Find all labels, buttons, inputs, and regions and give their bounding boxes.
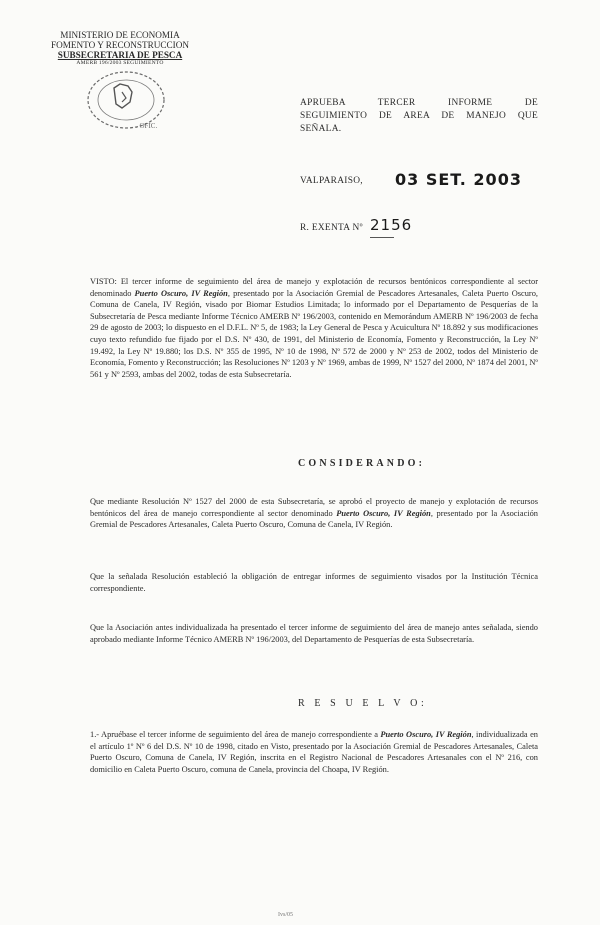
subject-line-2: SEGUIMIENTO DE AREA DE MANEJO QUE: [300, 111, 538, 121]
considerando-paragraph-3: [90, 622, 538, 645]
visto-text-2: , presentado por la Asociación Gremial de Pescadores Artesanales, Caleta Puerto Oscuro, Comuna de Canela, IV Región, visado por Biomar Estudios Limitada; lo informado por el Departamento de Pesquerías de la Subsecretaría de Pesca mediante Informe Técnico AMERB Nº 196/2003, contenido en Memorándum AMERB Nº 196/2003 de fecha 29 de agosto de 2003; lo dispuesto en el D.F.L. Nº 5, de 1983; la Ley General de Pesca y Acuicultura Nº 18.892 y sus modificaciones cuyo texto refundido fue fijado por el D.S. Nº 430, de 1991, del Ministerio de Economía, Fomento y Reconstrucción, la Ley Nº 19.492, la Ley Nº 19.880; los D.S. Nº 355 de 1995, Nº 10 de 1998, Nº 572 de 2000 y Nº 253 de 2002, todos del Ministerio de Economía, Fomento y Reconstrucción; las Resoluciones Nº 1203 y Nº 1969, ambas de 1999, Nº 1527 del 2000, Nº 1874 del 2001, Nº 561 y Nº 2593, ambas del 2002, todas de esta Subsecretaría.: [90, 288, 538, 379]
resuelvo-1-text-a: 1.- Apruébase el tercer informe de seguimiento del área de manejo correspondiente a: [90, 730, 381, 739]
subject-line-1: APRUEBA TERCER INFORME DE: [300, 98, 538, 108]
considerando-3-text: Que la Asociación antes individualizada ha presentado el tercer informe de seguimiento del área de manejo antes señalada, siendo aprobado mediante Informe Técnico AMERB Nº 196/2003, del Departamento de Pesquerías de esta Subsecretaría.: [90, 623, 538, 644]
resuelvo-heading: R E S U E L V O:: [298, 698, 428, 709]
svg-text:. OFIC.: . OFIC.: [136, 122, 158, 130]
resolution-number: 2156: [370, 216, 413, 234]
document-subject: [300, 97, 538, 136]
footer-mark: Ivs/05: [278, 912, 293, 918]
resolution-label: R. EXENTA Nº: [300, 223, 363, 233]
date-stamp: 03 SET. 2003: [395, 170, 522, 189]
letterhead-ministry: MINISTERIO DE ECONOMIA: [60, 30, 180, 40]
resuelvo-1-text-b: , individualizada en el artículo 1º Nº 6 del D.S. Nº 10 de 1998, citado en Visto, presentado por la Asociación Gremial de Pescadores Artesanales, Caleta Puerto Oscuro, Comuna de Canela, IV Región, inscrita en el Registro Nacional de Pescadores Artesanales con el Nº 216, con domicilio en Caleta Puerto Oscuro, comuna de Canela, provincia del Choapa, IV Región.: [90, 730, 538, 774]
resuelvo-paragraph-1: [90, 729, 538, 775]
visto-paragraph: [90, 276, 538, 380]
resolution-number-underline: [370, 237, 394, 238]
letterhead-ministry-2: FOMENTO Y RECONSTRUCCION: [51, 40, 189, 50]
considerando-paragraph-1: [90, 496, 538, 531]
considerando-1-place: Puerto Oscuro, IV Región: [336, 508, 431, 518]
letterhead-reference: AMERB 196/2003 SEGUIMIENTO: [76, 60, 164, 66]
letterhead-subsecretaria: SUBSECRETARIA DE PESCA: [57, 50, 183, 60]
visto-text-1: VISTO: El tercer informe de seguimiento del área de manejo y explotación de recursos bentónicos correspondiente al sector denominado: [90, 277, 538, 298]
place-label: VALPARAISO,: [300, 176, 363, 186]
resuelvo-1-place: Puerto Oscuro, IV Región: [380, 730, 472, 739]
subject-line-3: SEÑALA.: [300, 124, 342, 134]
official-seal-stamp: [76, 62, 170, 132]
considerando-paragraph-2: [90, 571, 538, 594]
considerando-heading: CONSIDERANDO:: [298, 458, 426, 469]
considerando-2-text: Que la señalada Resolución estableció la obligación de entregar informes de seguimiento visados por la Institución Técnica correspondiente.: [90, 572, 538, 593]
considerando-1-text-a: Que mediante Resolución Nº 1527 del 2000 de esta Subsecretaría, se aprobó el proyecto de manejo y explotación de recursos bentónicos del área de manejo correspondiente al sector denominado: [90, 497, 538, 518]
visto-place: Puerto Oscuro, IV Región: [134, 288, 228, 298]
considerando-1-text-b: , presentado por la Asociación Gremial de Pescadores Artesanales, Caleta Puerto Oscuro, Comuna de Canela, IV Región.: [90, 508, 538, 530]
